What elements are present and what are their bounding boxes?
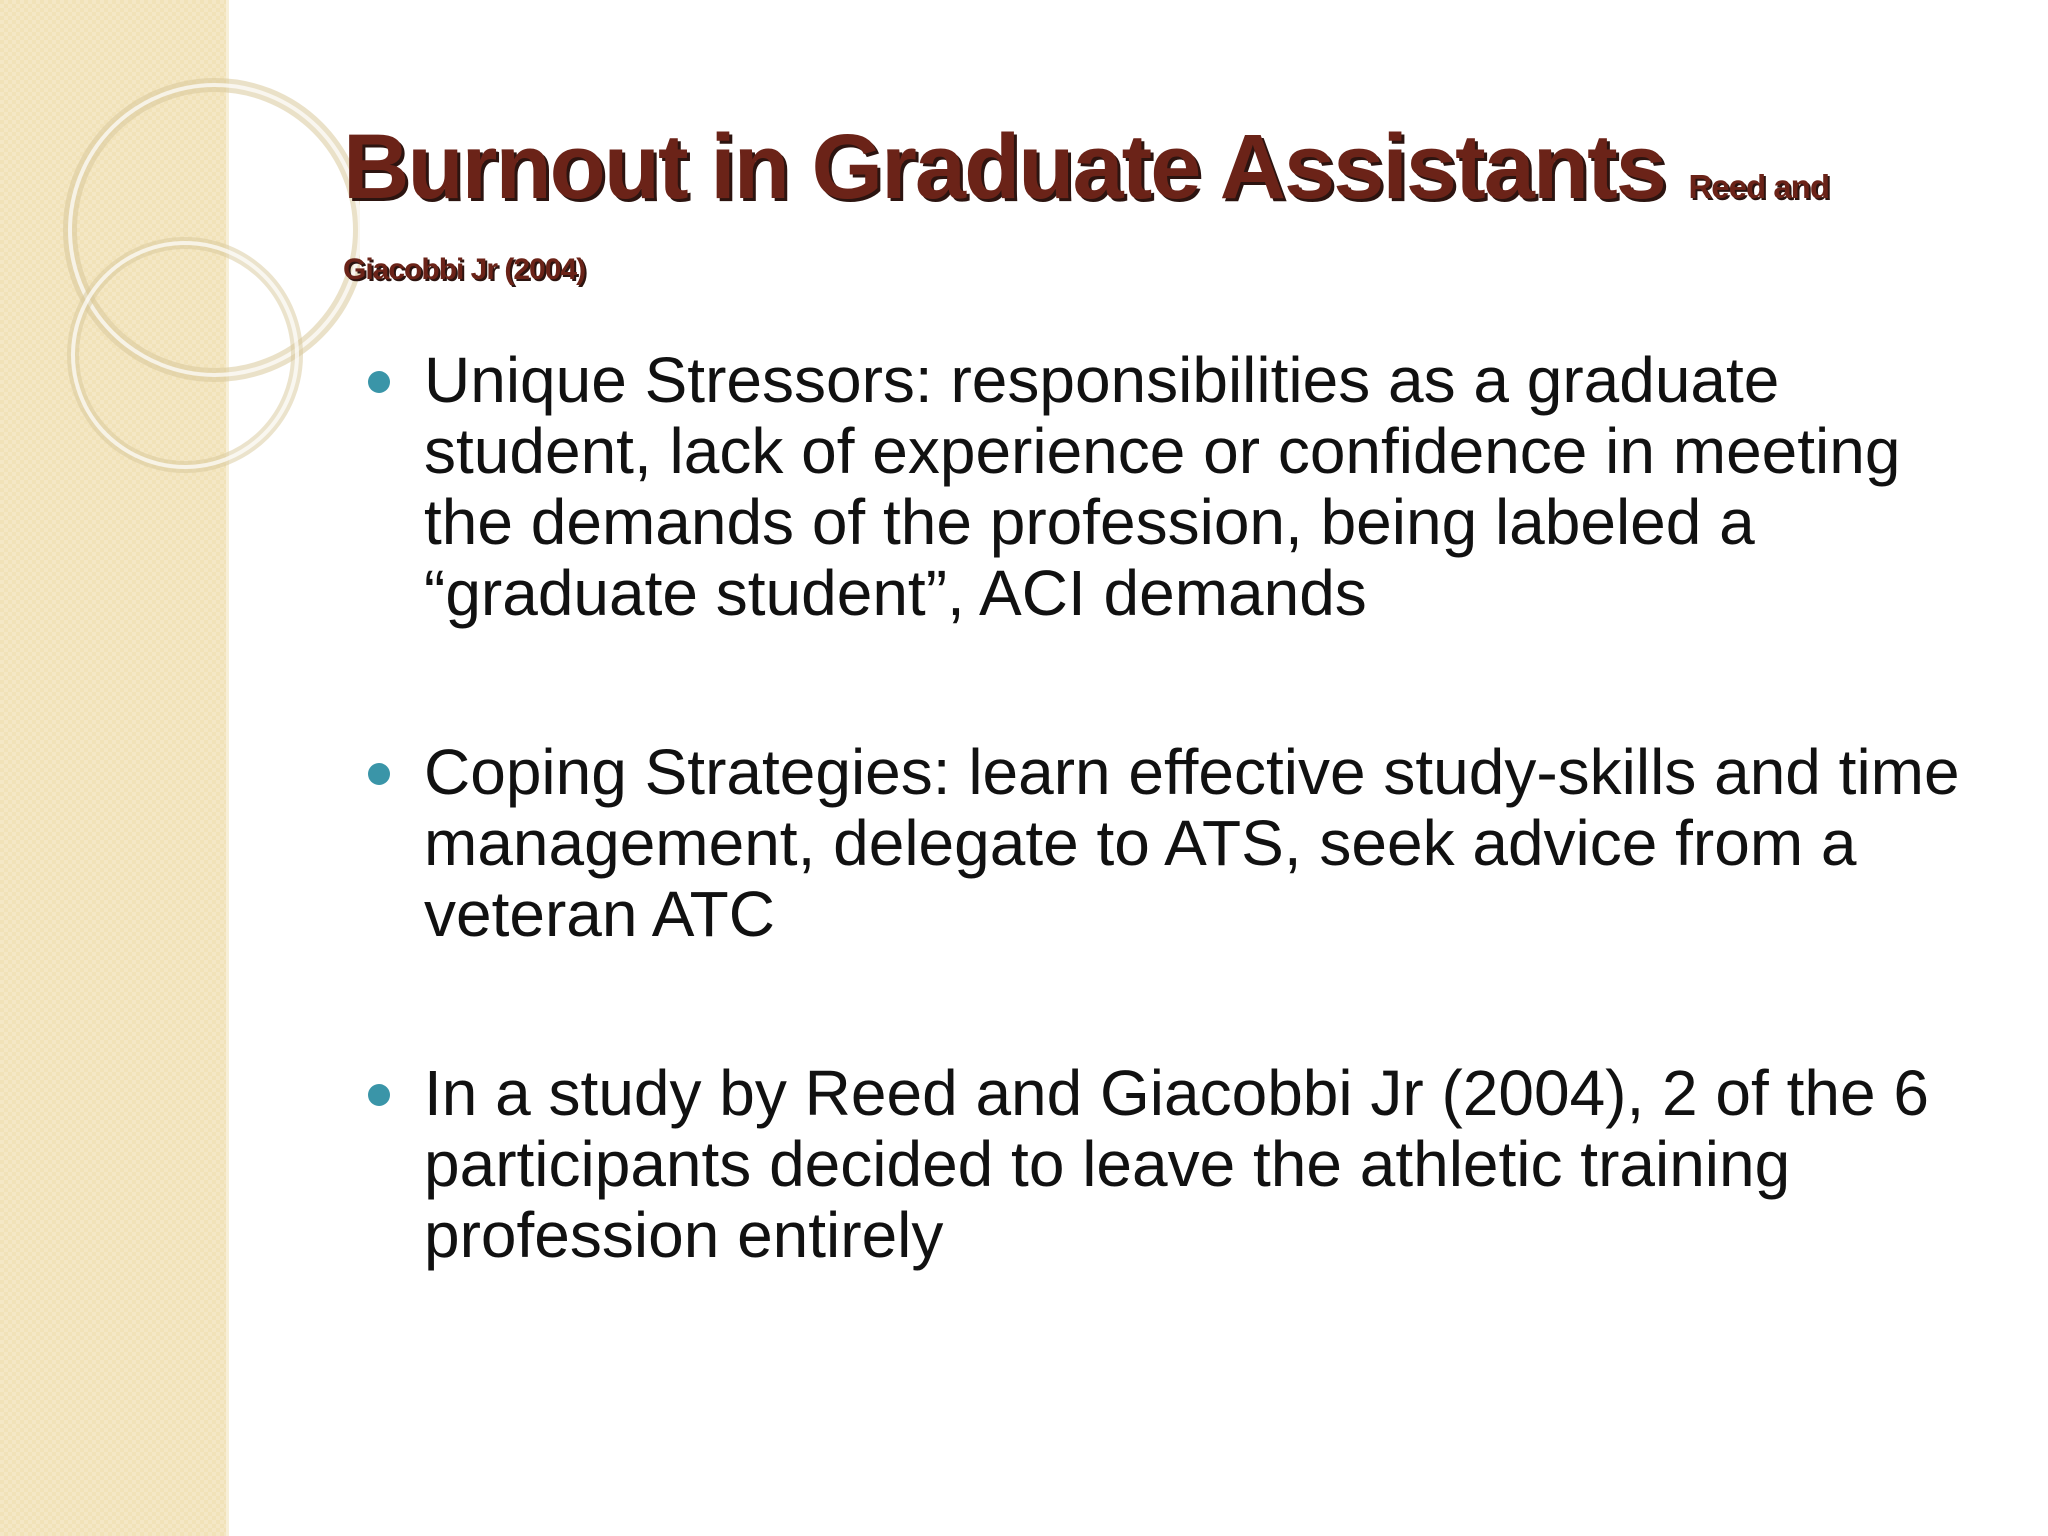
citation-part1: Reed and bbox=[1688, 168, 1829, 205]
bullet-list bbox=[360, 345, 1980, 1379]
citation-part2: Giacobbi Jr (2004) bbox=[343, 253, 586, 286]
bullet-dot-icon bbox=[368, 1084, 390, 1106]
bullet-text: Coping Strategies: learn effective study-skills and time management, delegate to ATS, seek advice from a veteran ATC bbox=[424, 736, 1960, 950]
ring-large-inner bbox=[70, 85, 360, 375]
slide-title-block bbox=[343, 112, 1963, 290]
bullet-item bbox=[360, 345, 1980, 629]
bullet-item bbox=[360, 737, 1980, 950]
ring-small-inner bbox=[73, 243, 297, 467]
decorative-rings bbox=[0, 0, 360, 560]
bullet-text: In a study by Reed and Giacobbi Jr (2004), 2 of the 6 participants decided to leave the athletic training profession entirely bbox=[424, 1057, 1929, 1271]
bullet-text: Unique Stressors: responsibilities as a graduate student, lack of experience or confidence in meeting the demands of the profession, being labeled a “graduate student”, ACI demands bbox=[424, 344, 1901, 629]
bullet-item bbox=[360, 1058, 1980, 1271]
slide-title-line bbox=[343, 112, 1963, 242]
slide-title: Burnout in Graduate Assistants bbox=[343, 116, 1665, 218]
bullet-dot-icon bbox=[368, 371, 390, 393]
bullet-dot-icon bbox=[368, 763, 390, 785]
